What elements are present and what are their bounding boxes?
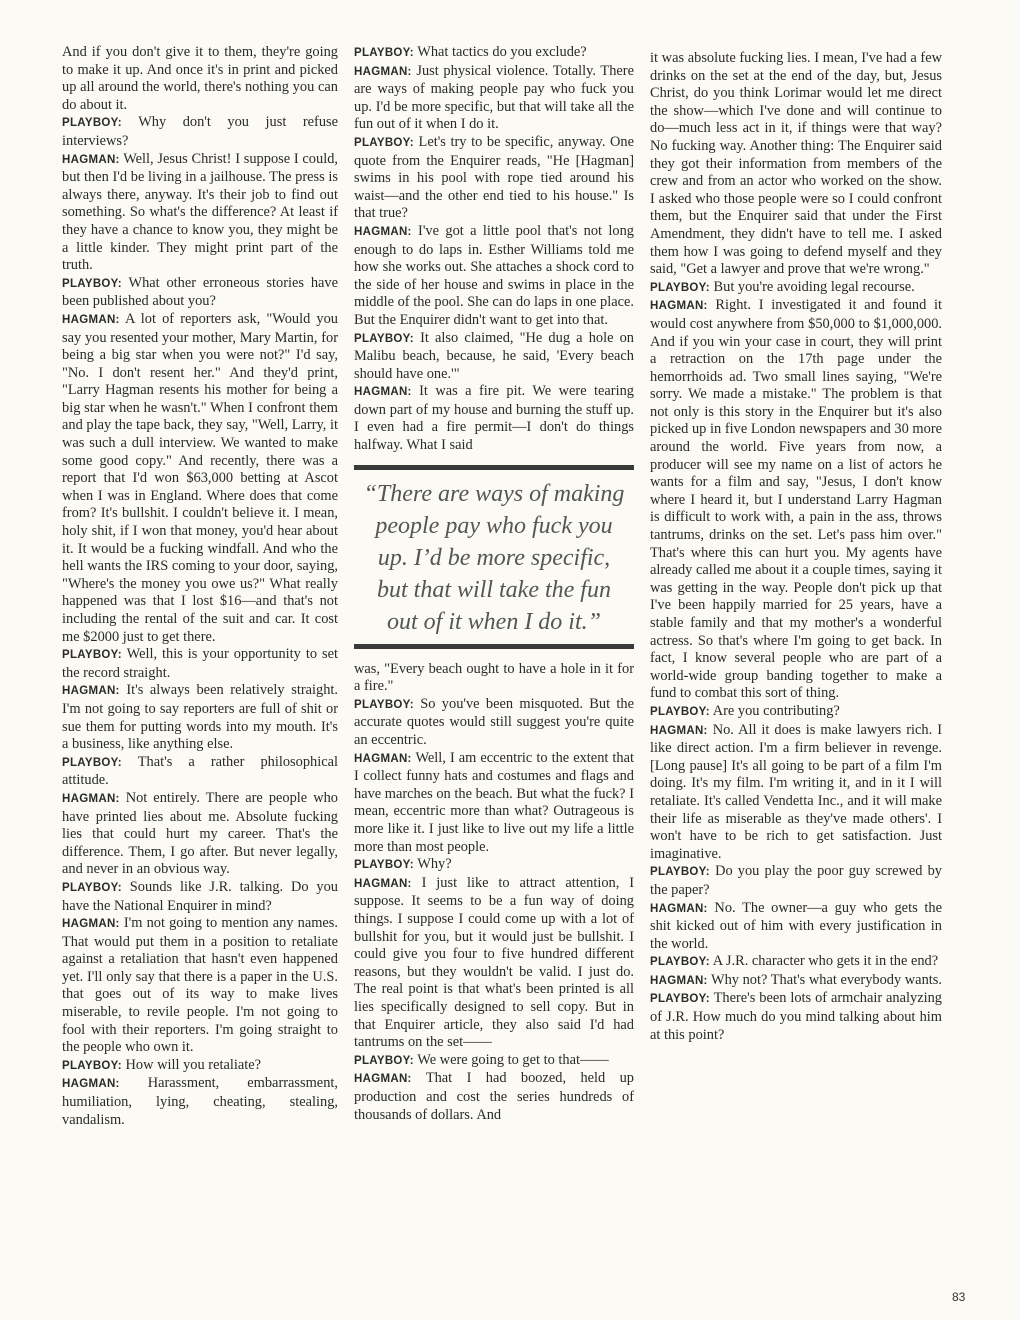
speaker-label: HAGMAN:	[354, 877, 412, 890]
speaker-label: HAGMAN:	[62, 153, 120, 166]
paragraph	[650, 900, 942, 954]
speaker-label: PLAYBOY:	[62, 649, 122, 662]
paragraph	[354, 223, 634, 330]
paragraph	[354, 875, 634, 1052]
paragraph	[354, 750, 634, 857]
speaker-label: PLAYBOY:	[650, 956, 710, 969]
paragraph-text: That's a rather philosophical attitude.	[62, 753, 338, 789]
paragraph-text: It's always been relatively straight. I'm not going to say reporters are full of shit or sue them for putting words into my mouth. It's a business, like anything else.	[62, 682, 338, 753]
paragraph	[354, 856, 634, 875]
paragraph	[354, 1052, 634, 1071]
paragraph-text: Well, I am eccentric to the extent that I collect funny hats and costumes and flags and have marches on the beach. But what the fuck? I mean, eccentric more than what? Outrageous is more like it. I just like to live out my life a little more than most people.	[354, 749, 635, 855]
paragraph-text: That I had boozed, held up production and cost the series hundreds of thousands of dollars. And	[354, 1070, 634, 1123]
pull-quote-text: “There are ways of making people pay who fuck you up. I’d be more specific, but that will take the fun out of it when I do it.”	[363, 480, 625, 635]
paragraph	[650, 50, 942, 279]
paragraph-text: We were going to get to that——	[417, 1051, 609, 1068]
paragraph	[62, 646, 338, 682]
paragraph	[62, 151, 338, 275]
speaker-label: HAGMAN:	[62, 918, 120, 931]
paragraph	[62, 790, 338, 879]
paragraph-text: Sounds like J.R. talking. Do you have the National Enquirer in mind?	[62, 878, 338, 914]
paragraph	[650, 297, 942, 703]
paragraph	[354, 44, 634, 63]
paragraph	[650, 279, 942, 298]
speaker-label: PLAYBOY:	[62, 756, 122, 769]
paragraph-text: A J.R. character who gets it in the end?	[712, 953, 939, 970]
speaker-label: HAGMAN:	[354, 1073, 412, 1086]
paragraph	[62, 879, 338, 915]
paragraph	[650, 863, 942, 899]
paragraph-text: Not entirely. There are people who have printed lies about me. Absolute fucking lies that could hurt my career. That's the difference. Them, I go after. But never legally, and never in an obvious way.	[62, 789, 338, 878]
speaker-label: PLAYBOY:	[354, 332, 414, 345]
paragraph-text: I've got a little pool that's not long enough to do laps in. Esther Williams told me how she works out. She attaches a shock cord to the side of her house and swims in place in the middle of the pool. She can do laps in one place. But the Enquirer didn't want to get into that.	[354, 222, 634, 328]
paragraph	[354, 1070, 634, 1124]
paragraph	[62, 1075, 338, 1129]
paragraph	[62, 114, 338, 150]
paragraph-text: But you're avoiding legal recourse.	[713, 278, 915, 295]
speaker-label: HAGMAN:	[650, 902, 708, 915]
paragraph	[650, 972, 942, 991]
paragraph-text: What tactics do you exclude?	[417, 44, 587, 60]
speaker-label: PLAYBOY:	[354, 47, 414, 59]
paragraph	[650, 703, 942, 722]
speaker-label: HAGMAN:	[354, 225, 412, 238]
speaker-label: HAGMAN:	[354, 386, 412, 399]
speaker-label: HAGMAN:	[62, 685, 120, 698]
paragraph-text: And if you don't give it to them, they're going to make it up. And once it's in print and picked up all around the world, there's nothing you can do about it.	[62, 44, 338, 113]
speaker-label: HAGMAN:	[650, 974, 708, 987]
paragraph-text: Well, this is your opportunity to set the record straight.	[62, 646, 338, 681]
paragraph-text: Why not? That's what everybody wants.	[711, 971, 942, 988]
speaker-label: PLAYBOY:	[354, 698, 414, 711]
paragraph-text: Right. I investigated it and found it would cost anywhere from $50,000 to $1,000,000. And if you win your case in court, they will print a retraction on the 17th page under the hemorrhoids ad. Two small lines saying, "We're sorry. We made a mistake." The problem is that not only is this story in the Enquirer but it's also picked up in five London newspapers and 30 more around the world. Five years from now, a producer will see my name on a list of actors he wants for a film and say, "Jesus, I don't know where I heard it, but I understand Larry Hagman is difficult to work with, a pain in the ass, throws tantrums, drinks on the set. Let's pass him over." That's where this can hurt you. My agents have already called me about it a couple times, saying it was getting in the way. People don't pick up that I've been happily married for 25 years, have a stable family and that my mother's a wonderful actress. So that's where I'm going to get back. In fact, I know several people who are part of a world-wide group banding together to make a fund to combat this sort of thing.	[650, 297, 942, 702]
pull-quote	[354, 465, 634, 649]
paragraph-text: What other erroneous stories have been published about you?	[62, 274, 338, 310]
speaker-label: HAGMAN:	[62, 313, 120, 326]
paragraph	[62, 682, 338, 753]
speaker-label: HAGMAN:	[354, 65, 412, 78]
speaker-label: PLAYBOY:	[354, 1054, 414, 1067]
paragraph	[62, 311, 338, 646]
paragraph-text: So you've been misquoted. But the accurate quotes would still suggest you're quite an eccentric.	[354, 695, 634, 749]
column-3	[650, 50, 942, 1044]
speaker-label: PLAYBOY:	[62, 277, 122, 290]
paragraph-text: It also claimed, "He dug a hole on Malibu beach, because, he said, 'Every beach should have one.'"	[354, 329, 634, 382]
paragraph-text: Let's try to be specific, anyway. One quote from the Enquirer reads, "He [Hagman] swims in his pool with rope tied around his waist—and the other end tied to his house." Is that true?	[354, 133, 634, 222]
paragraph-text: Just physical violence. Totally. There are ways of making people pay who fuck you up. I'd be more specific, but that will take all the fun out of it when I do it.	[354, 62, 634, 133]
speaker-label: PLAYBOY:	[650, 866, 710, 879]
column-2-lower	[354, 661, 634, 1124]
paragraph	[354, 134, 634, 223]
column-1	[62, 44, 338, 1129]
paragraph	[62, 44, 338, 114]
paragraph	[354, 330, 634, 384]
paragraph-text: Well, Jesus Christ! I suppose I could, but then I'd be living in a jailhouse. The press is always there, anyway. It's their job to find out something. So what's the difference? At least if they have a chance to know you, they might be a little kinder. They might print part of the truth.	[62, 150, 338, 274]
paragraph	[650, 953, 942, 972]
paragraph	[354, 661, 634, 696]
paragraph	[354, 63, 634, 134]
paragraph-text: Harassment, embarrassment, humiliation, lying, cheating, stealing, vandalism.	[62, 1075, 338, 1128]
paragraph	[354, 383, 634, 454]
speaker-label: HAGMAN:	[650, 724, 708, 737]
speaker-label: PLAYBOY:	[62, 881, 122, 894]
paragraph	[62, 275, 338, 311]
paragraph-text: There's been lots of armchair analyzing of J.R. How much do you mind talking about him at this point?	[650, 990, 942, 1043]
paragraph-text: No. All it does is make lawyers rich. I like direct action. I'm a firm believer in revenge. [Long pause] It's all going to be part of a film I'm doing. It's my film. I'm writing it, and in it I will retaliate. It's called Vendetta Inc., and it will make their life as miserable as they've made others'. I won't have to be rich to get satisfaction. Just imaginative.	[650, 721, 942, 862]
paragraph-text: Why?	[417, 856, 452, 873]
paragraph-text: I'm not going to mention any names. That would put them in a position to retaliate against a retaliation that hasn't even happened yet. I'll only say that there is a paper in the U.S. that goes out of its way to make lives miserable, to revile people. I'm not going to fool with their reporters. I'm going straight to the people who own it.	[62, 915, 338, 1056]
paragraph	[650, 990, 942, 1044]
paragraph-text: A lot of reporters ask, "Would you say you resented your mother, Mary Martin, for being a big star when you were not?" I'd say, "No. I don't resent her." And they'd print, "Larry Hagman resents his mother for being a big star when he wasn't." When I confront them and play the tape back, they say, "Well, Larry, it was such a dull interview. We wanted to make some good copy." And recently, there was a report that I'd won $63,000 betting at Ascot when I was in England. Where does that come from? It's bullshit. I couldn't believe it. I mean, holy shit, if I won that money, you'd hear about it. It would be a fucking windfall. And who the hell wants the IRS coming to your door, saying, "Where's the money you owe us?" What really happened was that I lost $16—and that's not including the rental of the suit and car. It cost me $2000 just to get there.	[62, 310, 338, 645]
paragraph-text: Do you play the poor guy screwed by the paper?	[650, 863, 942, 898]
column-2	[354, 44, 634, 1124]
speaker-label: HAGMAN:	[62, 792, 120, 805]
paragraph	[650, 722, 942, 864]
speaker-label: PLAYBOY:	[650, 705, 710, 718]
column-2-upper	[354, 44, 634, 455]
paragraph	[62, 754, 338, 790]
paragraph-text: No. The owner—a guy who gets the shit kicked out of him with every justification in the world.	[650, 899, 942, 952]
speaker-label: HAGMAN:	[62, 1078, 120, 1091]
paragraph	[62, 1057, 338, 1076]
speaker-label: PLAYBOY:	[354, 136, 414, 149]
speaker-label: PLAYBOY:	[650, 993, 710, 1006]
speaker-label: PLAYBOY:	[62, 1059, 122, 1072]
speaker-label: PLAYBOY:	[354, 859, 414, 872]
paragraph-text: it was absolute fucking lies. I mean, I've had a few drinks on the set at the end of the day, but, Jesus Christ, do you think Lorimar would let me direct the show—which I've done and will continue to do—much less act in it, if things were that way? No fucking way. Another thing: The Enquirer said they got their information from members of the crew and from an actor who worked on the show. I asked who those people were so I could confront them, but the Enquirer said that under the First Amendment, they didn't have to tell me. I asked them how I was going to defend myself and they said, "Get a lawyer and prove that we're wrong."	[650, 50, 942, 278]
speaker-label: HAGMAN:	[650, 300, 708, 313]
paragraph	[354, 696, 634, 750]
paragraph-text: was, "Every beach ought to have a hole in it for a fire."	[354, 660, 634, 695]
speaker-label: PLAYBOY:	[650, 281, 710, 294]
paragraph-text: Are you contributing?	[712, 702, 840, 719]
pull-quote-bottom-rule	[354, 644, 634, 649]
paragraph-text: Why don't you just refuse interviews?	[62, 114, 339, 149]
paragraph	[62, 915, 338, 1057]
page-number: 83	[952, 1290, 966, 1304]
speaker-label: PLAYBOY:	[62, 117, 122, 130]
paragraph-text: It was a fire pit. We were tearing down part of my house and burning the stuff up. I even had a fire permit—I don't do things halfway. What I said	[354, 383, 634, 454]
paragraph-text: I just like to attract attention, I suppose. It seems to be a fun way of doing things. I suppose I could come up with a lot of bullshit for you, but it would just be bullshit. I could give you four to five hundred different reasons, but they wouldn't be valid. I just do. The real point is that what's been printed is all lies specifically designed to sell copy. But in that Enquirer article, they also said I'd had tantrums on the set——	[354, 874, 634, 1051]
paragraph-text: How will you retaliate?	[125, 1056, 261, 1073]
speaker-label: HAGMAN:	[354, 752, 412, 765]
